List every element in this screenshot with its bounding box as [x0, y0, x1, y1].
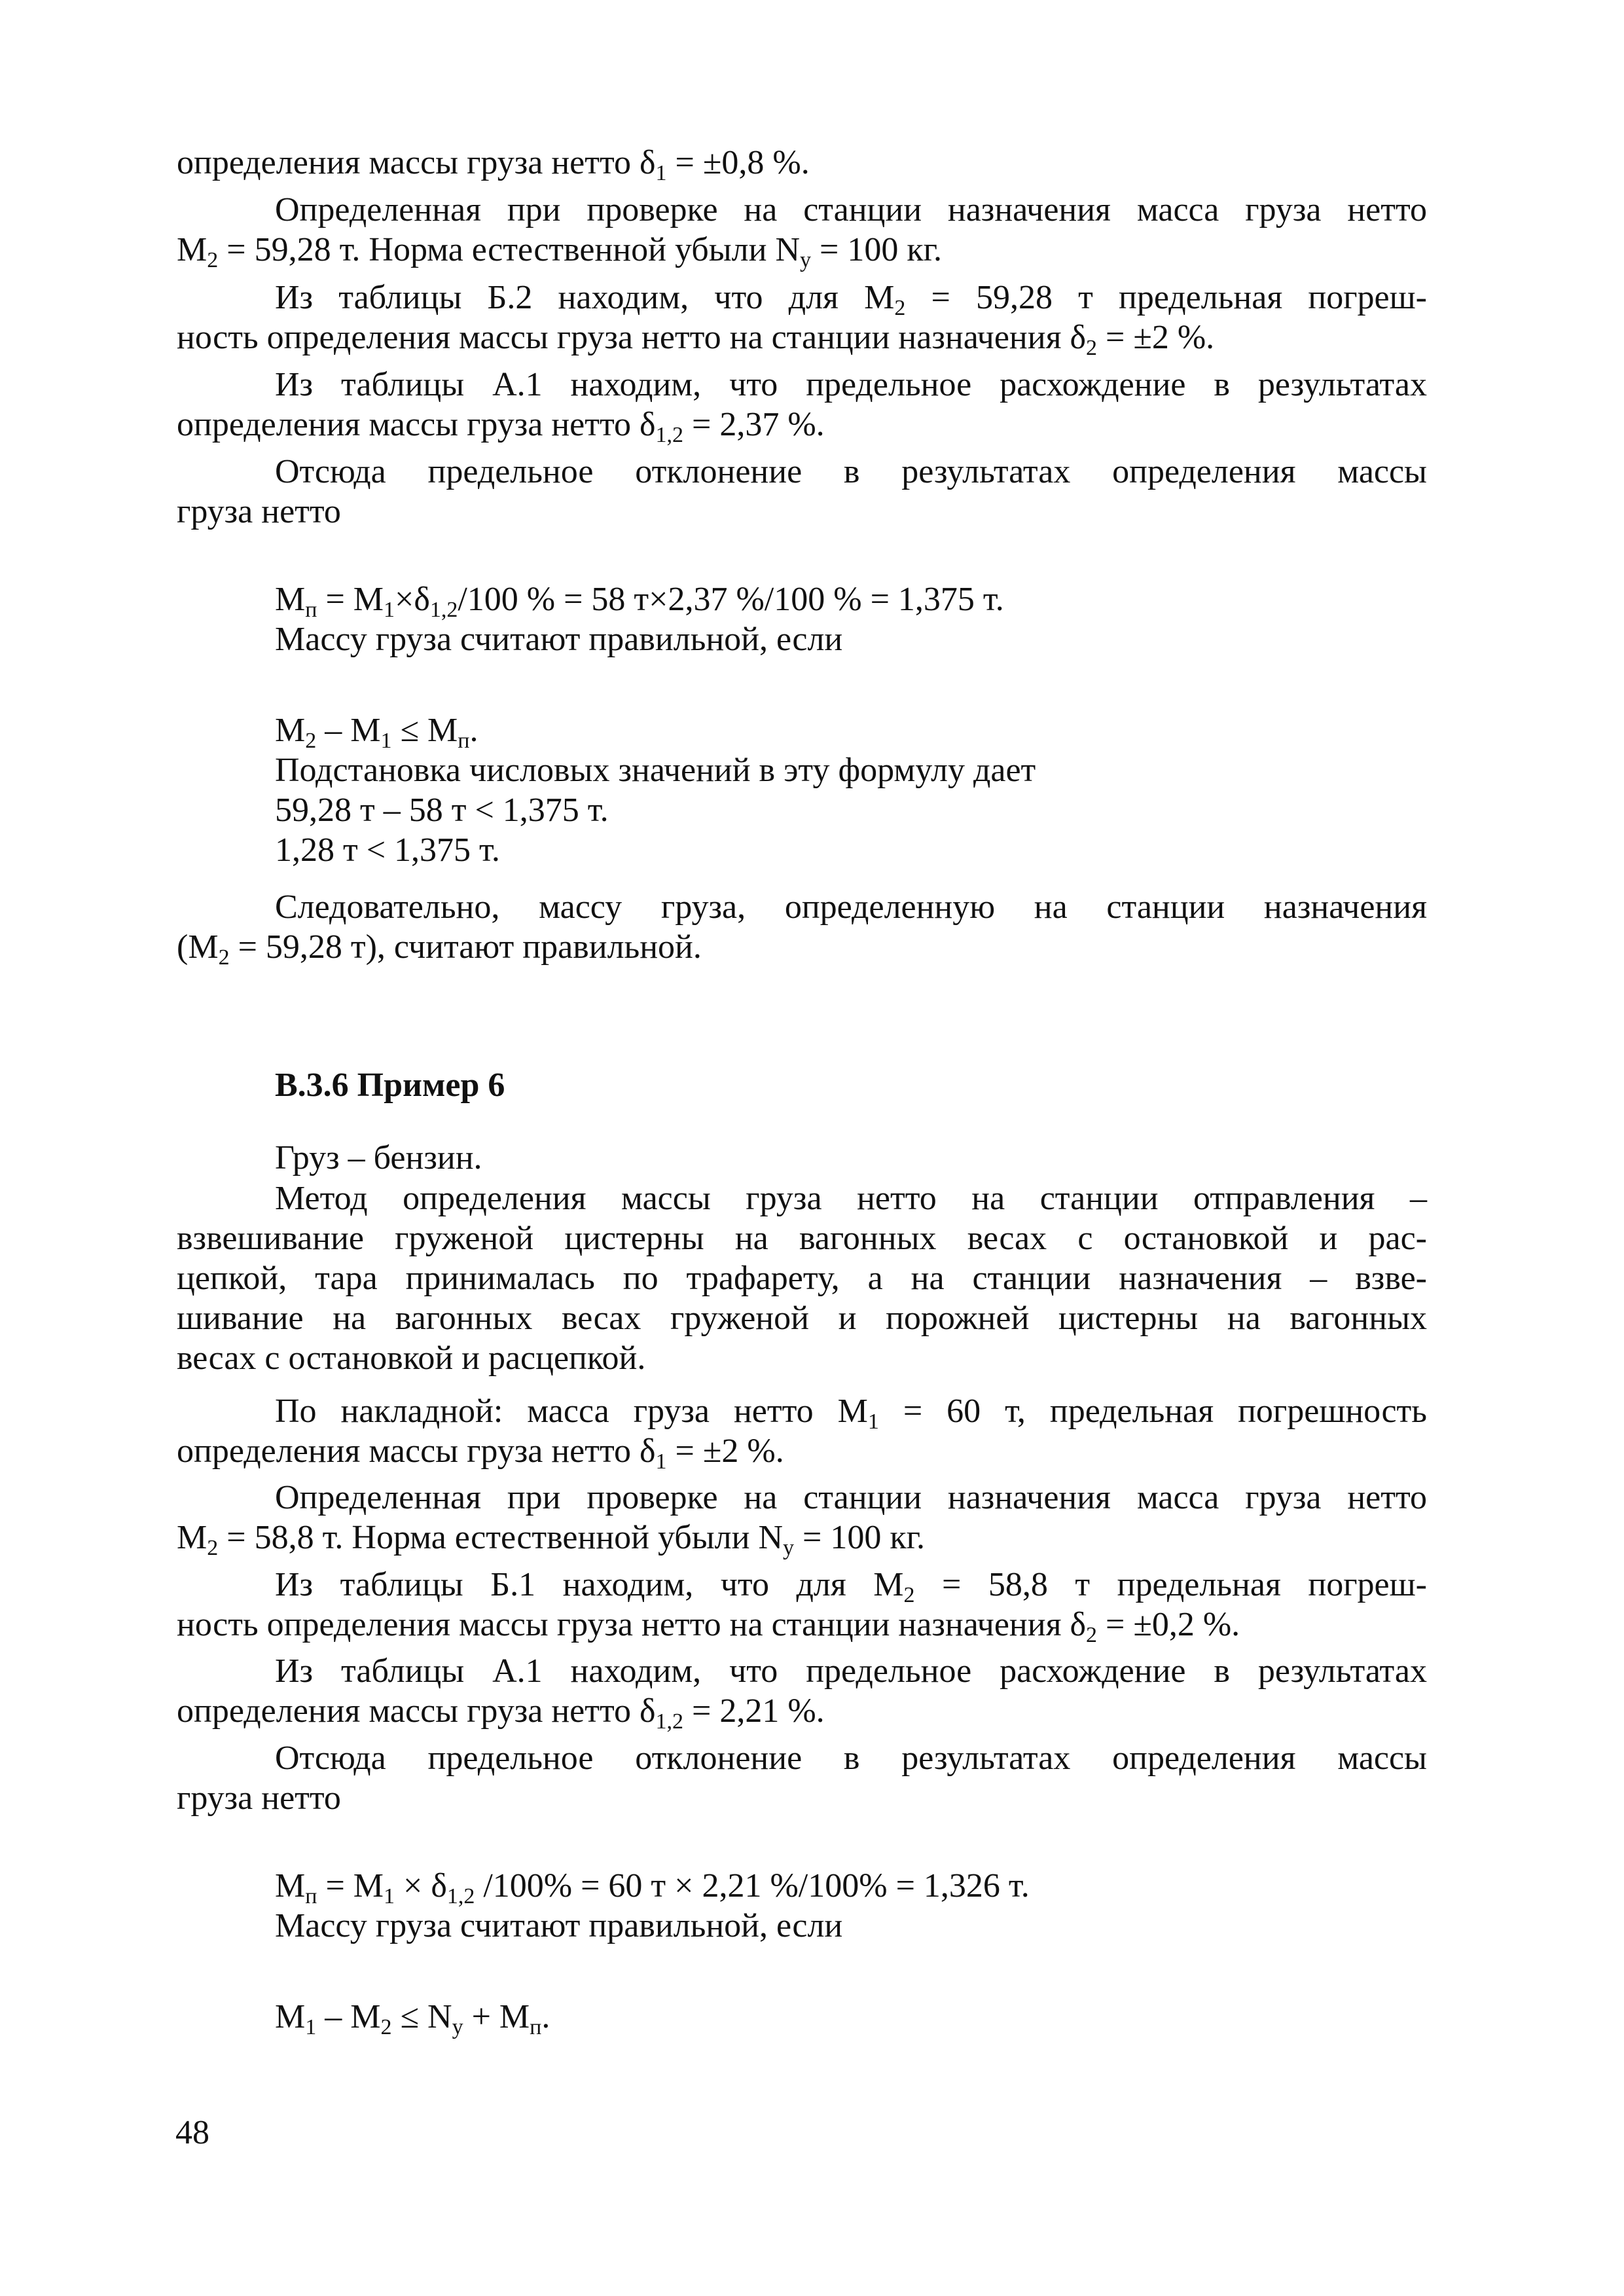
text: M: [177, 1519, 208, 1556]
paragraph-measured-mass-2: [177, 1478, 1427, 1558]
subscript: 1: [305, 2015, 317, 2039]
subscript: 2: [218, 945, 230, 970]
subscript: 2: [207, 1536, 219, 1560]
text: M: [275, 581, 306, 618]
subscript: 1: [384, 598, 395, 622]
text-line: Отсюда предельное отклонение в результатах определения массы: [275, 453, 1427, 490]
subscript: п: [530, 2015, 542, 2039]
text: определения массы груза нетто δ: [177, 144, 656, 181]
formula-condition-2: [275, 1997, 550, 2037]
subscript: 2: [903, 1583, 915, 1607]
text-line: Определенная при проверке на станции назначения масса груза нетто: [275, 1479, 1427, 1516]
paragraph-table-b2: [177, 278, 1427, 360]
subscript: y: [800, 248, 811, 272]
text-line: Массу груза считают правильной, если: [275, 621, 843, 658]
text: определения массы груза нетто δ: [177, 1692, 656, 1730]
subscript: 1,2: [655, 423, 684, 447]
text: По накладной: масса груза нетто M: [275, 1393, 868, 1430]
text: M: [275, 712, 306, 749]
text-line: [177, 1391, 1427, 1434]
text: = M: [317, 581, 384, 618]
text: = 59,28 т предельная погреш-: [905, 279, 1427, 316]
subscript: y: [783, 1536, 794, 1560]
formula-mp-2: [275, 1866, 1030, 1946]
paragraph-table-a1: [177, 365, 1427, 445]
text: ность определения массы груза нетто на станции назначения δ: [177, 1606, 1086, 1643]
text-line: [177, 1565, 1427, 1605]
subscript: п: [305, 1884, 317, 1908]
subscript: 2: [1086, 1623, 1097, 1647]
text-line: весах с остановкой и расцепкой.: [177, 1339, 646, 1377]
paragraph-waybill: [177, 1391, 1427, 1474]
subscript: 2: [207, 248, 219, 272]
text-line: Метод определения массы груза нетто на станции отправления –: [275, 1180, 1427, 1217]
text: = 58,8 т предельная погреш-: [914, 1566, 1427, 1603]
text-line: взвешивание груженой цистерны на вагонных весах с остановкой и рас-: [177, 1220, 1427, 1257]
text: /100 % = 58 т×2,37 %/100 % = 1,375 т.: [458, 581, 1004, 618]
paragraph-continuation: [177, 143, 1427, 183]
text: Из таблицы Б.1 находим, что для M: [275, 1566, 904, 1603]
text: = ±2 %.: [666, 1432, 784, 1470]
text-line: Отсюда предельное отклонение в результатах определения массы: [275, 1740, 1427, 1777]
text-line: Из таблицы А.1 находим, что предельное расхождение в результатах: [275, 1652, 1427, 1690]
text: = M: [317, 1867, 384, 1904]
text-line: шивание на вагонных весах груженой и порожней цистерны на вагонных: [177, 1300, 1427, 1337]
text: = 100 кг.: [811, 231, 943, 268]
text: определения массы груза нетто δ: [177, 406, 656, 443]
subscript: 2: [380, 2015, 392, 2039]
text-line: Следовательно, массу груза, определенную на станции назначения: [275, 888, 1427, 926]
text: = 60 т, предельная погрешность: [878, 1393, 1427, 1430]
text: = 58,8 т. Норма естественной убыли N: [218, 1519, 783, 1556]
text: /100% = 60 т × 2,21 %/100% = 1,326 т.: [475, 1867, 1030, 1904]
text: Из таблицы Б.2 находим, что для M: [275, 279, 895, 316]
subscript: 1,2: [446, 1884, 475, 1908]
text: = 59,28 т. Норма естественной убыли N: [218, 231, 800, 268]
text: M: [275, 1867, 306, 1904]
subscript: y: [452, 2015, 463, 2039]
subscript: 1,2: [429, 598, 458, 622]
text: ≤ M: [391, 712, 458, 749]
text-line: Из таблицы А.1 находим, что предельное расхождение в результатах: [275, 366, 1427, 403]
text: = ±2 %.: [1097, 319, 1215, 356]
paragraph-deviation-2: [177, 1738, 1427, 1818]
text: = 100 кг.: [794, 1519, 926, 1556]
subscript: 1: [655, 1449, 667, 1474]
paragraph-deviation: [177, 452, 1427, 532]
section-heading: В.3.6 Пример 6: [275, 1066, 505, 1104]
text: = 2,21 %.: [683, 1692, 825, 1730]
paragraph-measured-mass: [177, 190, 1427, 270]
page-number: 48: [175, 2114, 209, 2151]
text: = 59,28 т), считают правильной.: [229, 928, 702, 966]
subscript: п: [305, 598, 317, 622]
subscript: 1,2: [655, 1709, 684, 1734]
text: (M: [177, 928, 219, 966]
text: = ±0,8 %.: [666, 144, 810, 181]
text-line: Массу груза считают правильной, если: [275, 1907, 843, 1944]
text: определения массы груза нетто δ: [177, 1432, 656, 1470]
text-line: груза нетто: [177, 1779, 341, 1817]
subscript: 1: [380, 729, 392, 753]
subscript: 1: [384, 1884, 395, 1908]
paragraph-method: [177, 1178, 1427, 1378]
text-line: цепкой, тара принималась по трафарету, а на станции назначения – взве-: [177, 1260, 1427, 1297]
subscript: п: [458, 729, 470, 753]
text: ность определения массы груза нетто на станции назначения δ: [177, 319, 1086, 356]
text: .: [469, 712, 478, 749]
text: .: [541, 1998, 550, 2035]
formula-mp: [275, 579, 1004, 659]
text: M: [177, 231, 208, 268]
subscript: 2: [305, 729, 317, 753]
paragraph-table-a1-2: [177, 1651, 1427, 1734]
text-line: [177, 278, 1427, 318]
text: M: [275, 1998, 306, 2035]
text-line: Подстановка числовых значений в эту формулу дает: [275, 752, 1036, 789]
text: ≤ N: [391, 1998, 452, 2035]
subscript: 1: [867, 1410, 879, 1434]
subscript: 2: [1086, 336, 1097, 360]
subscript: 2: [894, 296, 906, 320]
text: = 2,37 %.: [683, 406, 825, 443]
text-line: Определенная при проверке на станции назначения масса груза нетто: [275, 191, 1427, 228]
text: – M: [316, 1998, 381, 2035]
paragraph-cargo: [177, 1138, 1427, 1178]
text: – M: [316, 712, 381, 749]
paragraph-table-b1: [177, 1565, 1427, 1645]
text-line: 1,28 т < 1,375 т.: [275, 831, 500, 869]
formula-condition: [275, 710, 1036, 870]
text: × δ: [395, 1867, 447, 1904]
text: + M: [463, 1998, 530, 2035]
text-line: груза нетто: [177, 493, 341, 530]
text: = ±0,2 %.: [1097, 1606, 1240, 1643]
text-line: Груз – бензин.: [275, 1139, 482, 1176]
text-line: 59,28 т – 58 т < 1,375 т.: [275, 792, 609, 829]
subscript: 1: [655, 161, 667, 185]
paragraph-conclusion: [177, 887, 1427, 970]
text: ×δ: [395, 581, 430, 618]
